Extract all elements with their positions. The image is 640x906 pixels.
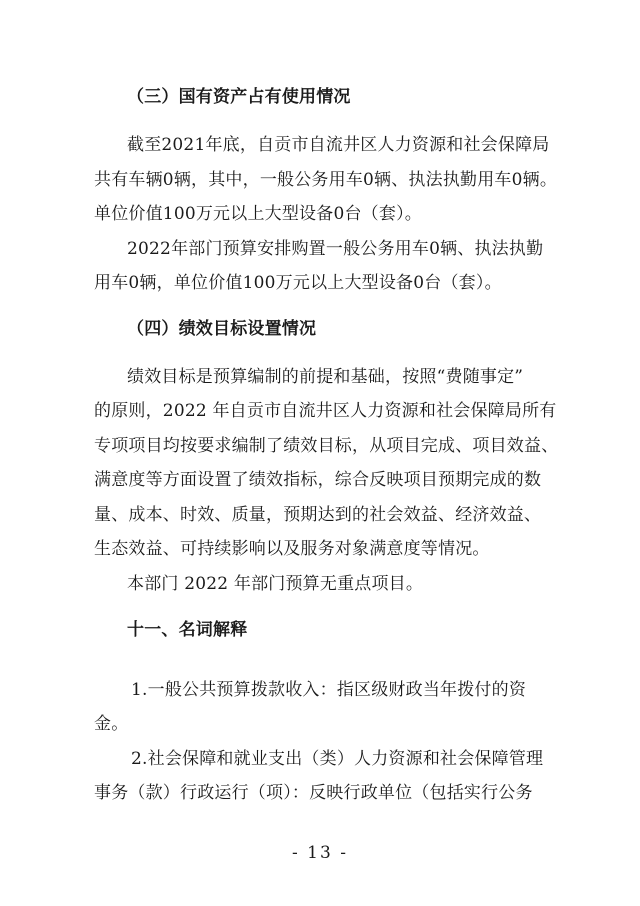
page-number: - 13 - — [292, 843, 348, 863]
paragraph-line: 本部门 2022 年部门预算无重点项目。 — [127, 574, 424, 594]
paragraph-line: 2022年部门预算安排购置一般公务用车0辆、执法执勤 — [127, 239, 544, 259]
paragraph-line: 生态效益、可持续影响以及服务对象满意度等情况。 — [94, 539, 490, 559]
glossary-line: 金。 — [94, 714, 129, 734]
paragraph-line: 截至2021年底，自贡市自流井区人力资源和社会保障局 — [127, 135, 550, 155]
glossary-line: 1.一般公共预算拨款收入：指区级财政当年拨付的资 — [131, 680, 527, 700]
section-heading-performance: （四）绩效目标设置情况 — [127, 319, 317, 339]
paragraph-line: 量、成本、时效、质量，预期达到的社会效益、经济效益、 — [94, 505, 542, 525]
paragraph-line: 专项项目均按要求编制了绩效目标，从项目完成、项目效益、 — [94, 436, 559, 456]
paragraph-line: 用车0辆，单位价值100万元以上大型设备0台（套）。 — [94, 273, 502, 293]
glossary-line: 事务（款）行政运行（项）：反映行政单位（包括实行公务 — [94, 783, 533, 803]
glossary-line: 2.社会保障和就业支出（类）人力资源和社会保障管理 — [131, 749, 544, 769]
paragraph-line: 单位价值100万元以上大型设备0台（套）。 — [94, 204, 422, 224]
section-heading-glossary: 十一、名词解释 — [127, 620, 248, 640]
paragraph-line: 绩效目标是预算编制的前提和基础，按照“费随事定” — [127, 367, 524, 387]
paragraph-line: 共有车辆0辆，其中，一般公务用车0辆、执法执勤用车0辆。 — [94, 170, 558, 190]
paragraph-line: 满意度等方面设置了绩效指标，综合反映项目预期完成的数 — [94, 470, 542, 490]
paragraph-line: 的原则，2022 年自贡市自流井区人力资源和社会保障局所有 — [94, 401, 557, 421]
section-heading-assets: （三）国有资产占有使用情况 — [127, 87, 351, 107]
